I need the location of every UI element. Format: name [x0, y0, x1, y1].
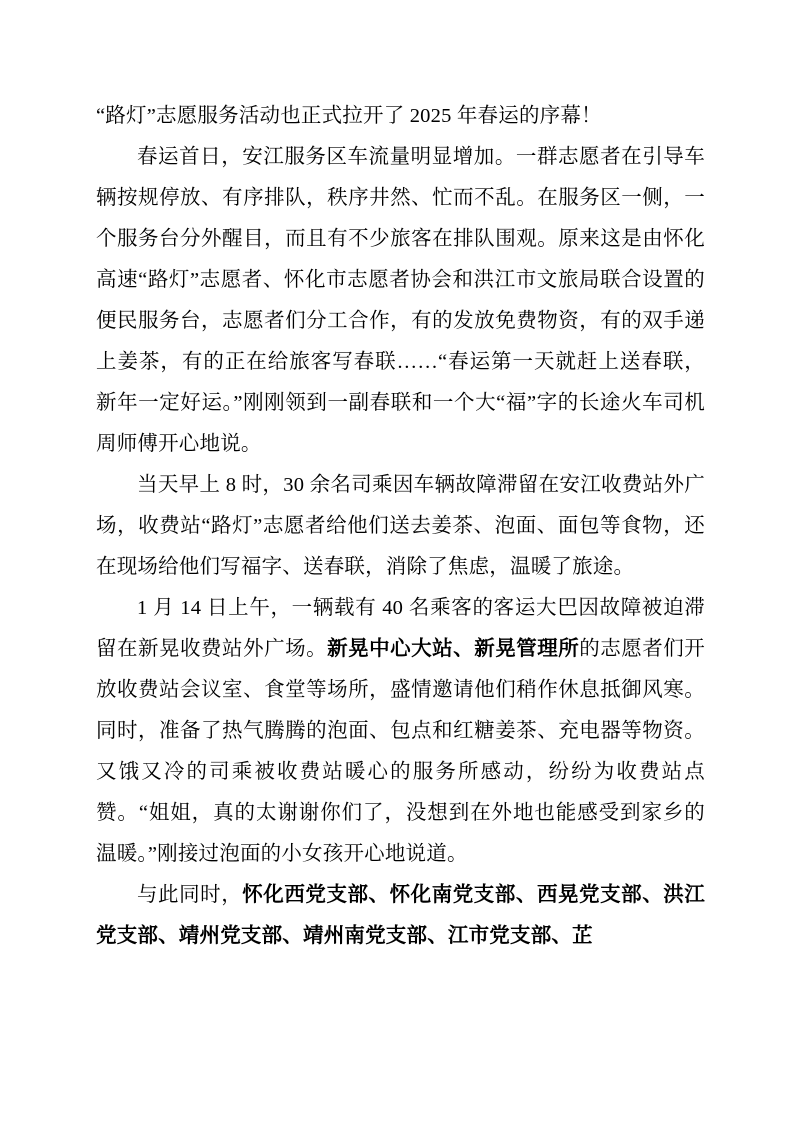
text-run: 当天早上 8 时，30 余名司乘因车辆故障滞留在安江收费站外广场，收费站“路灯”志愿者给他们送去姜茶、泡面、面包等食物，还在现场给他们写福字、送春联，消除了焦虑，温暖了旅途。	[96, 474, 705, 578]
document-body	[96, 96, 705, 957]
paragraph	[96, 875, 705, 957]
text-run: 的志愿者们开放收费站会议室、食堂等场所，盛情邀请他们稍作休息抵御风寒。同时，准备了热气腾腾的泡面、包点和红糖姜茶、充电器等物资。又饿又冷的司乘被收费站暖心的服务所感动，纷纷为收费站点赞。“姐姐，真的太谢谢你们了，没想到在外地也能感受到家乡的温暖。”刚接过泡面的小女孩开心地说道。	[96, 638, 706, 865]
text-run: “路灯”志愿服务活动也正式拉开了 2025 年春运的序幕！	[96, 105, 602, 127]
paragraph	[96, 588, 705, 875]
bold-text-run: 怀化西党支部、怀化南党支部、西晃党支部、洪江党支部、靖州党支部、靖州南党支部、江市党支部、芷	[96, 884, 705, 947]
paragraph	[96, 137, 705, 465]
paragraph	[96, 96, 705, 137]
bold-text-run: 新晃中心大站、新晃管理所	[327, 638, 580, 660]
paragraph	[96, 465, 705, 588]
text-run: 1 月 14 日上午，一辆载有 40 名乘客的客运大巴因故障被迫滞留在新晃收费站外广场。	[96, 597, 705, 660]
text-run: 春运首日，安江服务区车流量明显增加。一群志愿者在引导车辆按规停放、有序排队，秩序井然、忙而不乱。在服务区一侧，一个服务台分外醒目，而且有不少旅客在排队围观。原来这是由怀化高速“路灯”志愿者、怀化市志愿者协会和洪江市文旅局联合设置的便民服务台，志愿者们分工合作，有的发放免费物资，有的双手递上姜茶，有的正在给旅客写春联……“春运第一天就赶上送春联，新年一定好运。”刚刚领到一副春联和一个大“福”字的长途火车司机周师傅开心地说。	[96, 146, 705, 455]
text-run: 与此同时，	[137, 884, 243, 906]
